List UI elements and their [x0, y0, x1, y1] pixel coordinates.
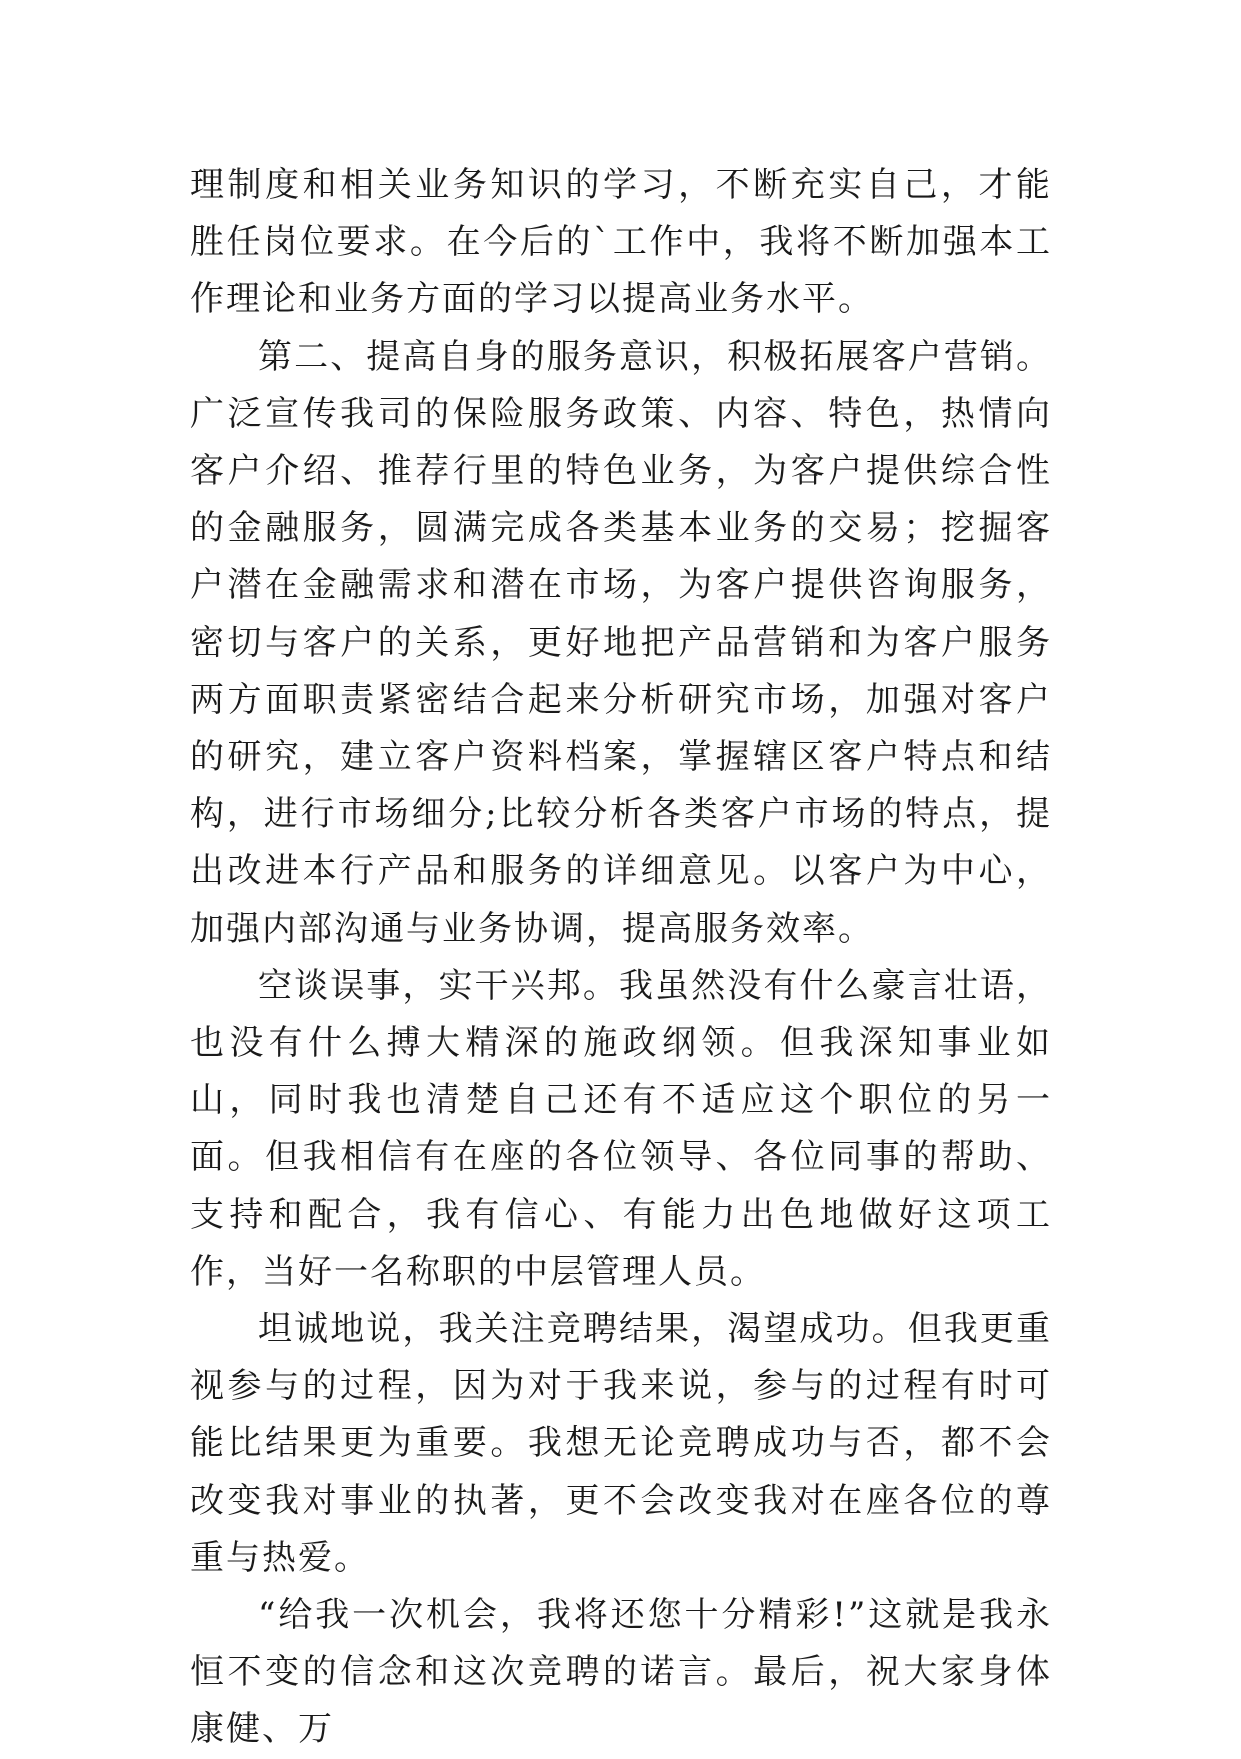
body-text [190, 157, 1052, 1759]
paragraph-service-awareness: 第二、提高自身的服务意识，积极拓展客户营销。广泛宣传我司的保险服务政策、内容、特色，热情向客户介绍、推荐行里的特色业务，为客户提供综合性的金融服务，圆满完成各类基本业务的交易；挖掘客户潜在金融需求和潜在市场，为客户提供咨询服务，密切与客户的关系，更好地把产品营销和为客户服务两方面职责紧密结合起来分析研究市场，加强对客户的研究，建立客户资料档案，掌握辖区客户特点和结构，进行市场细分;比较分析各类客户市场的特点，提出改进本行产品和服务的详细意见。以客户为中心，加强内部沟通与业务协调，提高服务效率。 [190, 336, 1052, 949]
paragraph-closing: “给我一次机会，我将还您十分精彩!”这就是我永恒不变的信念和这次竞聘的诺言。最后，祝大家身体康健、万 [190, 1595, 1052, 1750]
paragraph-continuation: 理制度和相关业务知识的学习，不断充实自己，才能胜任岗位要求。在今后的`工作中，我将不断加强本工作理论和业务方面的学习以提高业务水平。 [190, 165, 1052, 320]
paragraph-sincerity: 坦诚地说，我关注竞聘结果，渴望成功。但我更重视参与的过程，因为对于我来说，参与的过程有时可能比结果更为重要。我想无论竞聘成功与否，都不会改变我对事业的执著，更不会改变我对在座各位的尊重与热爱。 [190, 1309, 1052, 1578]
paragraph-action: 空谈误事，实干兴邦。我虽然没有什么豪言壮语，也没有什么搏大精深的施政纲领。但我深知事业如山，同时我也清楚自己还有不适应这个职位的另一面。但我相信有在座的各位领导、各位同事的帮助、支持和配合，我有信心、有能力出色地做好这项工作，当好一名称职的中层管理人员。 [190, 965, 1052, 1292]
